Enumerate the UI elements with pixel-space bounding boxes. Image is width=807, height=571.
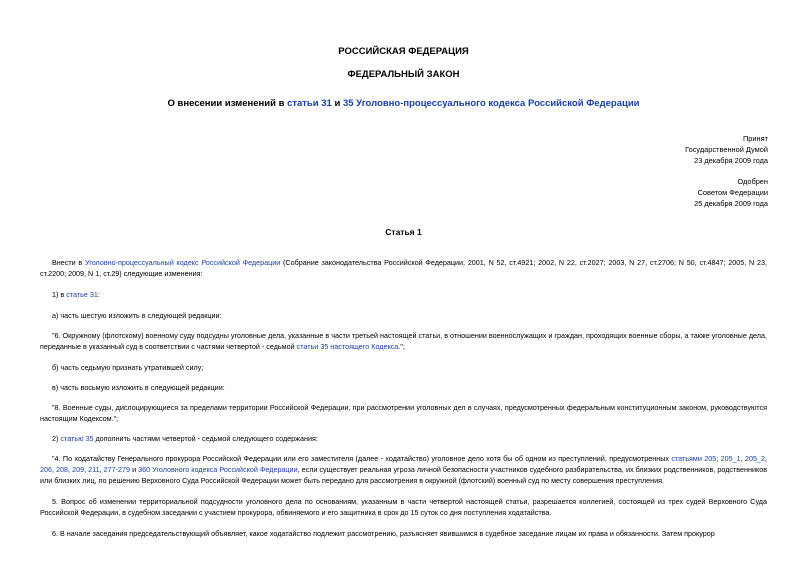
paragraph-part-8: "8. Военные суды, дислоцирующиеся за пределами территории Российской Федерации, при рассмотрении уголовных дел в случаях, предусмотренных федеральным конституционным законом, руководствуются настоящим Кодексом."; [40,403,767,424]
link-article-205[interactable]: статьями 205 [671,454,717,463]
adoption-duma [685,133,768,166]
law-title [0,98,807,109]
link-article-277-279[interactable]: 277-279 [103,465,131,475]
link-article-208[interactable]: 208 [56,465,69,475]
title-prefix: О внесении изменений в [167,98,288,109]
link-article-211[interactable]: 211 [88,465,100,475]
doc-type-heading: ФЕДЕРАЛЬНЫЙ ЗАКОН [347,69,460,80]
paragraph-intro: Внести в Уголовно-процессуальный кодекс Российской Федерации (Собрание законодательства Российской Федерации, 2001, N 52, ст.4921; 2002, N 22, ст.2027; 2003, N 27, ст.2706; N 50, ст.4847; 2005, N 23, ст.2200; 2009, N 1, ст.29) следующие изменения: [40,258,767,279]
link-article-35[interactable]: статью 35 [60,434,94,443]
link-article-35-code[interactable]: статьи 35 настоящего Кодекса [296,342,399,352]
adopted-date: 23 декабря 2009 года [694,156,768,165]
paragraph-item-2: 2) статью 35 дополнить частями четвертой - седьмой следующего содержания: [52,434,318,443]
article-1-heading: Статья 1 [385,227,422,237]
link-article-205-2[interactable]: 205_2 [745,454,765,463]
paragraph-part-6: "6. Окружному (флотскому) военному суду подсудны уголовные дела, указанные в части третьей настоящей статьи, в отношении военнослужащих и граждан, проходящих военные сборы, а также уголовные дела, переданные в указанный суд в соответствии с частями четвертой - седьмой статьи 35 настоящего Кодекса."; [40,331,767,352]
adoption-federation-council [694,176,768,209]
approved-label: Одобрен [737,177,768,186]
title-link-article-31[interactable]: статьи 31 [287,98,332,109]
approved-date: 25 декабря 2009 года [694,199,768,208]
adopted-label: Принят [742,134,768,143]
paragraph-part-4: "4. По ходатайству Генерального прокурора Российской Федерации или его заместителя (далее - ходатайство) уголовное дело хотя бы об одном из преступлений, предусмотренных статьями 205; 205_1, 205_2, 206, 208, 209, 211, 277-279 и 360 Уголовного кодекса Российской Федерации, если существует реальная угроза личной безопасности участников судебного разбирательства, их близких родственников, родственников или близких лиц, по решению Верховного Суда Российской Федерации может быть передано для рассмотрения в окружной (флотский) военный суд по месту совершения преступления. [40,454,768,486]
paragraph-item-v: в) часть восьмую изложить в следующей редакции: [52,383,225,392]
adopted-body: Государственной Думой [685,145,768,154]
paragraph-item-1: 1) в статье 31: [52,290,100,299]
link-criminal-code[interactable]: 360 Уголовного кодекса Российской Федерации [138,465,298,475]
paragraph-part-6-procedure: 6. В начале заседания председательствующий объявляет, какое ходатайство подлежит рассмотрению, разъясняет явившимся в судебное заседание лицам их права и обязанности. Затем прокурор [52,529,715,538]
country-heading: РОССИЙСКАЯ ФЕДЕРАЦИЯ [338,46,469,57]
title-middle: и [331,98,343,109]
paragraph-part-5: 5. Вопрос об изменении территориальной подсудности уголовного дела по основаниям, указанным в части четвертой настоящей статьи, разрешается коллегией, состоящей из трех судей Верховного Суда Российской Федерации, в судебном заседании с участием прокурора, обвиняемого и его защитника в срок до 15 суток со дня поступления ходатайства. [40,497,767,518]
approved-body: Советом Федерации [697,188,768,197]
link-article-31[interactable]: статье 31 [66,290,98,299]
link-article-205-1[interactable]: 205_1 [720,454,741,463]
title-link-article-35[interactable]: 35 Уголовно-процессуального кодекса Российской Федерации [342,98,640,109]
paragraph-item-b: б) часть седьмую признать утратившей силу; [52,363,204,372]
link-article-206[interactable]: 206 [40,465,52,475]
paragraph-item-a: а) часть шестую изложить в следующей редакции: [52,311,222,320]
link-upk[interactable]: Уголовно-процессуальный кодекс Российской Федерации [85,258,281,267]
link-article-209[interactable]: 209 [72,465,85,475]
